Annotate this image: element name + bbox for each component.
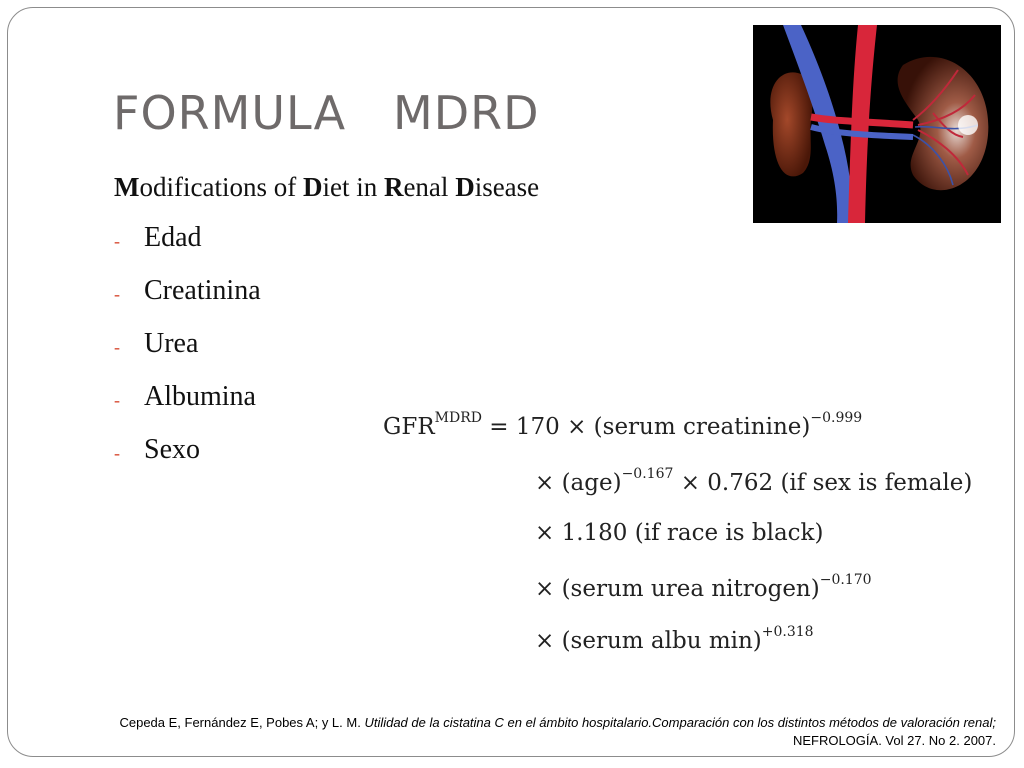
formula-text: × 0.762 (if sex is female)	[673, 470, 973, 496]
bullet-marker: -	[114, 443, 120, 463]
citation-title: Utilidad de la cistatina C en el ámbito hospitalario.Comparación con los distintos métodos de valoración renal;	[364, 715, 996, 730]
slide-subtitle	[114, 172, 539, 203]
formula-line-4	[535, 572, 872, 602]
subtitle-part: enal	[403, 172, 456, 202]
subtitle-initial-d: D	[302, 172, 323, 202]
bullet-text: Sexo	[144, 434, 200, 465]
subtitle-initial-r: R	[383, 172, 404, 202]
kidney-illustration-icon	[753, 25, 1001, 223]
bullet-text: Creatinina	[144, 275, 261, 306]
subtitle-part: isease	[474, 172, 540, 202]
bullet-item	[114, 275, 261, 328]
citation	[16, 714, 996, 750]
formula-exponent: −0.170	[819, 572, 872, 588]
bullet-item	[114, 328, 261, 381]
formula-exponent: −0.167	[621, 466, 674, 482]
subtitle-part: odifications of	[139, 172, 303, 202]
subtitle-initial-m: M	[114, 172, 140, 202]
bullet-item	[114, 381, 261, 434]
subtitle-initial-d2: D	[455, 172, 475, 202]
formula-text: × (serum urea nitrogen)	[535, 576, 820, 602]
formula-line-1	[383, 410, 862, 440]
formula-exponent: +0.318	[761, 624, 814, 640]
subtitle-part: iet in	[322, 172, 384, 202]
bullet-text: Urea	[144, 328, 199, 359]
bullet-text: Edad	[144, 222, 202, 253]
formula-text: × 1.180 (if race is black)	[535, 520, 824, 546]
bullet-item	[114, 222, 261, 275]
mdrd-formula	[383, 402, 1003, 672]
slide-title: FORMULA MDRD	[113, 86, 540, 140]
formula-text: × (serum albu min)	[535, 628, 762, 654]
formula-gfr-superscript: MDRD	[434, 410, 482, 426]
formula-text: = 170 × (serum creatinine)	[481, 414, 811, 440]
bullet-item	[114, 434, 261, 487]
formula-line-5	[535, 624, 814, 654]
formula-exponent: −0.999	[810, 410, 863, 426]
bullet-marker: -	[114, 284, 120, 304]
citation-authors: Cepeda E, Fernández E, Pobes A; y L. M.	[119, 715, 365, 730]
bullet-marker: -	[114, 390, 120, 410]
formula-line-2	[535, 466, 972, 496]
citation-journal: NEFROLOGÍA. Vol 27. No 2. 2007.	[792, 733, 996, 748]
bullet-list	[114, 222, 261, 487]
formula-text: × (age)	[535, 470, 622, 496]
formula-line-3	[535, 520, 823, 546]
formula-gfr: GFR	[383, 414, 435, 440]
kidney-anatomy-image	[753, 25, 1001, 223]
bullet-marker: -	[114, 337, 120, 357]
bullet-marker: -	[114, 231, 120, 251]
bullet-text: Albumina	[144, 381, 256, 412]
